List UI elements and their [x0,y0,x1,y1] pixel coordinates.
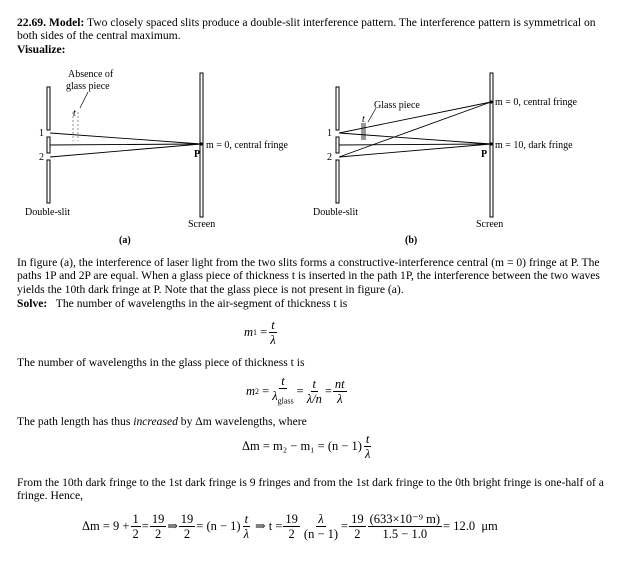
barrier-bottom [47,160,50,203]
absence-label-line2: glass piece [66,81,110,92]
problem-number: 22.69. [17,16,46,29]
slit-2-label: 2 [39,152,44,163]
equation-final: Δm = 9 + $\frac{1}{2}$ = $\frac{19}{2}$ ⇒ $\frac{19}{2}$ = (n − 1) $\frac{t}{\lambda}$ ⇒ t = $\frac{19}{2}$ $\frac{\lambda}{(n - 1)}$ = $\frac{19}{2}$ $\frac{\text{(633×10⁻⁹ m)}}{1.5 - 1.0}$ = 12.0 μm [82,512,498,541]
paragraph-1: In figure (a), the interference of laser light from the two slits forms a constructive-interference central (m = 0) fringe at P. The paths 1P and 2P are equal. When a glass piece of thickness t is inserted in the path 1P, the interference between the two waves yields the 10th dark fringe at P. Note that the glass piece is not present in figure (a). [17,256,600,296]
figure-a [0,0,629,250]
thickness-label-b: t [362,114,365,125]
paragraph-3: The path length has thus increased by Δm wavelengths, where [17,415,307,428]
solve-label: Solve: [17,297,48,310]
paragraph-2: The number of wavelengths in the glass piece of thickness t is [17,356,305,369]
central-fringe-label-b: m = 0, central fringe [495,97,577,108]
double-slit-label-b: Double-slit [313,207,358,218]
model-label: Model: [48,16,85,29]
solve-line [17,297,617,310]
equation-delta-m: Δm = m₂ − m₁ = (n − 1) $\frac{t}{\lambda}$ [242,432,371,461]
central-fringe-label: m = 0, central fringe [206,140,288,151]
dark-fringe-label: m = 10, dark fringe [495,140,573,151]
paragraph-4: From the 10th dark fringe to the 1st dark fringe is 9 fringes and from the 1st dark fringe to the 0th bright fringe is one-half of a fringe. Hence, [17,476,604,503]
equation-m1: m 1 = $\frac{t}{\lambda}$ [244,318,276,347]
slit-1-label-b: 1 [327,128,332,139]
visualize-label: Visualize: [17,42,66,56]
barrier-top [47,87,50,130]
absence-label-line1: Absence of [68,69,114,80]
model-text: Two closely spaced slits produce a double-slit interference pattern. The interference pattern is symmetrical on both sides of the central maximum. [17,16,596,43]
slit-1-label: 1 [39,128,44,139]
solve-text: The number of wavelengths in the air-segment of thickness t is [55,297,348,310]
equation-m2: m 2 = $\frac{t}{\lambda_{glass}}$ = $\frac{t}{\lambda/n}$ = $\frac{nt}{\lambda}$ [246,374,345,406]
glass-piece-label: Glass piece [374,100,420,111]
slit-2-label-b: 2 [327,152,332,163]
caption-a: (a) [119,235,131,246]
screen-label: Screen [188,219,216,230]
double-slit-label: Double-slit [25,207,70,218]
glass-piece [361,123,366,140]
point-p-label: P [194,149,201,160]
barrier-mid [47,137,50,153]
point-p-label-b: P [481,149,488,160]
caption-b: (b) [405,235,418,246]
thickness-label: t [73,108,76,119]
screen-label-b: Screen [476,219,504,230]
